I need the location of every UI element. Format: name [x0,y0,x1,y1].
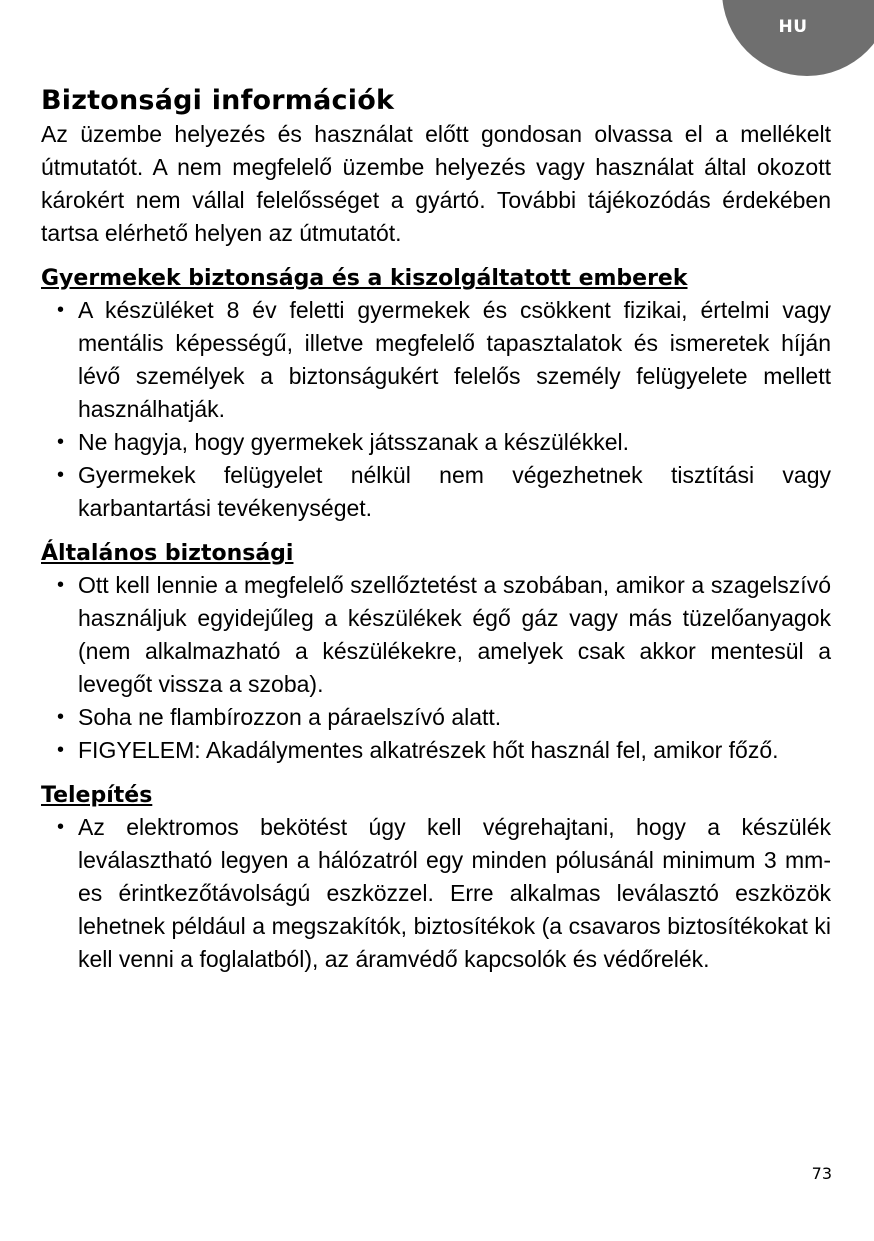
list-item-text: A készüléket 8 év feletti gyermekek és csökkent fizikai, értelmi vagy mentális képességű, illetve megfelelő tapasztalatok és ismeretek híján lévő személyek a biztonságukért felelős személy felügyelete mellett használhatják. [78,297,831,422]
list-item [41,459,831,525]
list-item-text: FIGYELEM: Akadálymentes alkatrészek hőt használ fel, amikor főző. [78,737,779,763]
section-heading: Általános biztonsági [41,541,294,566]
page-number: 73 [811,1164,832,1183]
document-body [41,84,831,976]
list-item [41,294,831,426]
bullet-icon: • [57,739,65,761]
list-item [41,569,831,701]
bullet-icon: • [57,431,65,453]
bullet-icon: • [57,816,65,838]
bullet-list [41,569,831,767]
bullet-icon: • [57,574,65,596]
section-installation [41,781,831,976]
language-badge [722,0,874,76]
list-item-text: Soha ne flambírozzon a páraelszívó alatt. [78,704,502,730]
bullet-icon: • [57,464,65,486]
bullet-list [41,811,831,976]
list-item-text: Ott kell lennie a megfelelő szellőztetést a szobában, amikor a szagelszívó használjuk egyidejűleg a készülékek égő gáz vagy más tüzelőanyagok (nem alkalmazható a készülékekre, amelyek csak akkor mentesül a levegőt vissza a szoba). [78,572,831,697]
list-item [41,426,831,459]
intro-paragraph: Az üzembe helyezés és használat előtt gondosan olvassa el a mellékelt útmutatót. A nem megfelelő üzembe helyezés vagy használat által okozott károkért nem vállal felelősséget a gyártó. További tájékozódás érdekében tartsa elérhető helyen az útmutatót. [41,121,831,246]
bullet-list [41,294,831,525]
list-item-text: Gyermekek felügyelet nélkül nem végezhetnek tisztítási vagy karbantartási tevékenységet. [78,462,831,521]
list-item-text: Az elektromos bekötést úgy kell végrehajtani, hogy a készülék leválasztható legyen a hálózatról egy minden pólusánál minimum 3 mm-es érintkezőtávolságú eszközzel. Erre alkalmas leválasztó eszközök lehetnek például a megszakítók, biztosítékok (a csavaros biztosítékokat ki kell venni a foglalatból), az áramvédő kapcsolók és védőrelék. [78,814,831,972]
section-heading: Telepítés [41,783,153,808]
section-heading: Gyermekek biztonsága és a kiszolgáltatott emberek [41,266,688,291]
bullet-icon: • [57,706,65,728]
section-children-safety [41,264,831,525]
section-general-safety [41,539,831,767]
page-title: Biztonsági információk [41,85,395,116]
language-label: HU [778,17,808,37]
list-item [41,811,831,976]
list-item [41,734,831,767]
bullet-icon: • [57,299,65,321]
list-item [41,701,831,734]
list-item-text: Ne hagyja, hogy gyermekek játsszanak a készülékkel. [78,429,630,455]
